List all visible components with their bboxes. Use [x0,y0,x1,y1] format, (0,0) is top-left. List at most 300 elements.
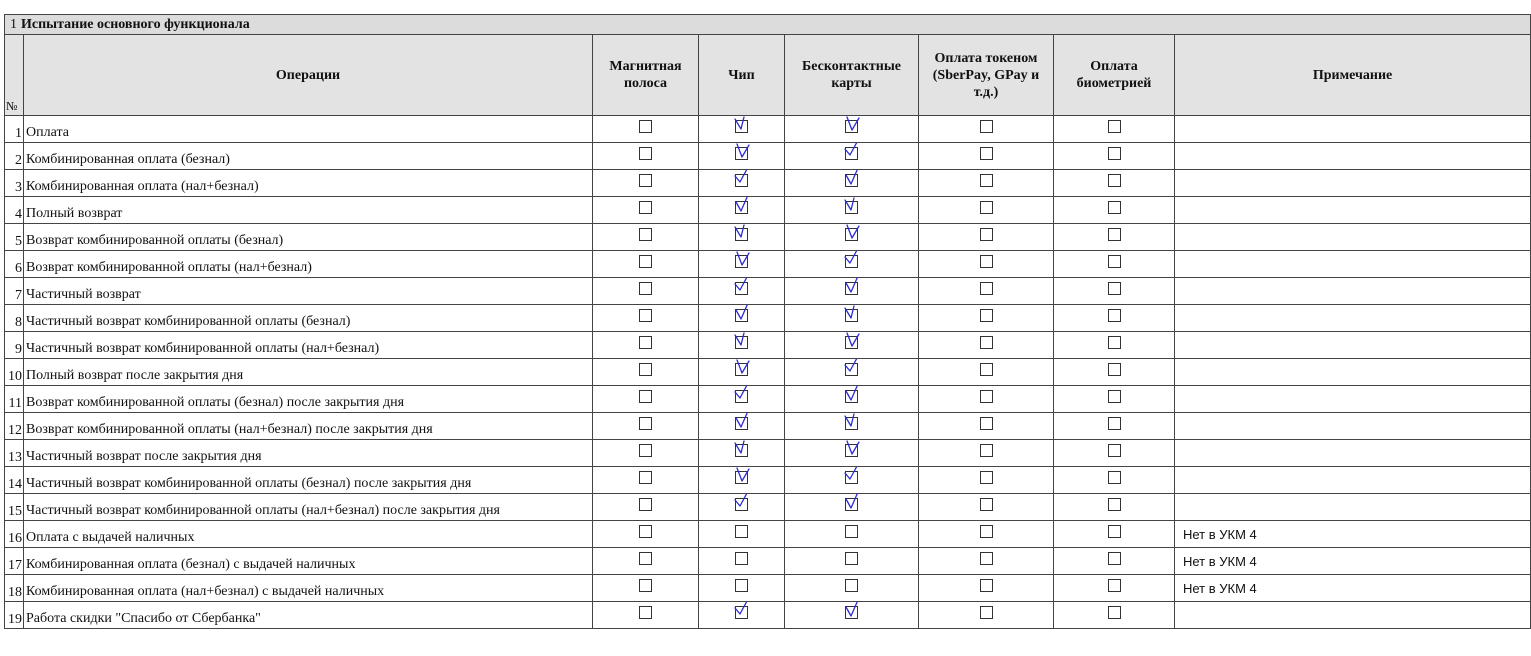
cell-chip [699,170,785,197]
operation-name: Частичный возврат комбинированной оплаты (безнал) после закрытия дня [24,467,593,494]
magnetic-checkbox[interactable] [639,201,652,214]
contactless-checkbox[interactable] [845,174,858,187]
handwritten-check-icon [734,143,750,161]
biometric-checkbox[interactable] [1108,444,1121,457]
chip-checkbox[interactable] [735,147,748,160]
cell-contactless [785,494,919,521]
table-row [5,197,1531,224]
cell-chip [699,440,785,467]
cell-magnetic [593,278,699,305]
cell-contactless [785,575,919,602]
cell-biometric [1054,143,1175,170]
operation-name: Возврат комбинированной оплаты (безнал) [24,224,593,251]
cell-chip [699,521,785,548]
cell-chip [699,602,785,629]
biometric-checkbox[interactable] [1108,498,1121,511]
header-biometric: Оплата биометрией [1054,35,1175,116]
magnetic-checkbox[interactable] [639,363,652,376]
header-magnetic: Магнитная полоса [593,35,699,116]
handwritten-check-icon [734,440,750,458]
note-cell [1175,467,1531,494]
contactless-checkbox[interactable] [845,525,858,538]
cell-magnetic [593,197,699,224]
chip-checkbox[interactable] [735,417,748,430]
note-cell [1175,386,1531,413]
contactless-checkbox[interactable] [845,606,858,619]
contactless-checkbox[interactable] [845,255,858,268]
table-row [5,386,1531,413]
cell-biometric [1054,332,1175,359]
biometric-checkbox[interactable] [1108,228,1121,241]
header-contactless: Бесконтактные карты [785,35,919,116]
contactless-checkbox[interactable] [845,552,858,565]
cell-magnetic [593,359,699,386]
cell-contactless [785,197,919,224]
cell-chip [699,305,785,332]
section-number: 1 [10,16,17,32]
magnetic-checkbox[interactable] [639,498,652,511]
handwritten-check-icon [844,494,860,512]
operation-name: Частичный возврат комбинированной оплаты (безнал) [24,305,593,332]
note-cell [1175,224,1531,251]
biometric-checkbox[interactable] [1108,363,1121,376]
operation-name: Оплата с выдачей наличных [24,521,593,548]
row-number: 13 [5,440,24,467]
token-checkbox[interactable] [980,579,993,592]
handwritten-check-icon [734,467,750,485]
row-number: 7 [5,278,24,305]
handwritten-check-icon [844,143,860,161]
cell-biometric [1054,224,1175,251]
contactless-checkbox[interactable] [845,498,858,511]
table-row [5,116,1531,143]
handwritten-check-icon [734,116,750,134]
cell-magnetic [593,521,699,548]
cell-chip [699,251,785,278]
section-title: Испытание основного функционала [21,16,250,32]
cell-token [919,197,1054,224]
cell-biometric [1054,197,1175,224]
chip-checkbox[interactable] [735,363,748,376]
cell-magnetic [593,332,699,359]
handwritten-check-icon [844,197,860,215]
contactless-checkbox[interactable] [845,147,858,160]
cell-token [919,251,1054,278]
handwritten-check-icon [844,332,860,350]
cell-biometric [1054,359,1175,386]
cell-biometric [1054,278,1175,305]
cell-magnetic [593,386,699,413]
row-number: 6 [5,251,24,278]
token-checkbox[interactable] [980,525,993,538]
row-number: 12 [5,413,24,440]
handwritten-check-icon [734,170,750,188]
biometric-checkbox[interactable] [1108,174,1121,187]
operation-name: Комбинированная оплата (безнал) [24,143,593,170]
biometric-checkbox[interactable] [1108,309,1121,322]
handwritten-check-icon [734,305,750,323]
biometric-checkbox[interactable] [1108,471,1121,484]
chip-checkbox[interactable] [735,120,748,133]
note-cell [1175,278,1531,305]
biometric-checkbox[interactable] [1108,336,1121,349]
token-checkbox[interactable] [980,444,993,457]
contactless-checkbox[interactable] [845,390,858,403]
chip-checkbox[interactable] [735,498,748,511]
cell-contactless [785,413,919,440]
cell-token [919,548,1054,575]
handwritten-check-icon [844,251,860,269]
handwritten-check-icon [844,170,860,188]
token-checkbox[interactable] [980,606,993,619]
handwritten-check-icon [734,224,750,242]
chip-checkbox[interactable] [735,606,748,619]
magnetic-checkbox[interactable] [639,552,652,565]
note-cell [1175,116,1531,143]
row-number: 14 [5,467,24,494]
cell-token [919,602,1054,629]
chip-checkbox[interactable] [735,228,748,241]
note-cell [1175,413,1531,440]
table-row [5,170,1531,197]
contactless-checkbox[interactable] [845,309,858,322]
cell-token [919,278,1054,305]
operation-name: Возврат комбинированной оплаты (нал+безнал) [24,251,593,278]
cell-biometric [1054,467,1175,494]
token-checkbox[interactable] [980,255,993,268]
biometric-checkbox[interactable] [1108,147,1121,160]
row-number: 17 [5,548,24,575]
note-cell: Нет в УКМ 4 [1175,548,1531,575]
column-header-row [5,35,1531,116]
operation-name: Частичный возврат после закрытия дня [24,440,593,467]
cell-contactless [785,305,919,332]
cell-token [919,170,1054,197]
handwritten-check-icon [734,278,750,296]
note-cell [1175,251,1531,278]
token-checkbox[interactable] [980,201,993,214]
header-operation: Операции [24,35,593,116]
biometric-checkbox[interactable] [1108,120,1121,133]
biometric-checkbox[interactable] [1108,282,1121,295]
table-row [5,440,1531,467]
cell-chip [699,116,785,143]
handwritten-check-icon [734,251,750,269]
cell-biometric [1054,440,1175,467]
cell-biometric [1054,251,1175,278]
cell-chip [699,359,785,386]
table-row [5,278,1531,305]
biometric-checkbox[interactable] [1108,201,1121,214]
handwritten-check-icon [734,494,750,512]
magnetic-checkbox[interactable] [639,147,652,160]
table-row [5,251,1531,278]
cell-contactless [785,467,919,494]
cell-chip [699,413,785,440]
chip-checkbox[interactable] [735,255,748,268]
contactless-checkbox[interactable] [845,579,858,592]
cell-token [919,224,1054,251]
row-number: 1 [5,116,24,143]
row-number: 4 [5,197,24,224]
cell-token [919,386,1054,413]
table-row [5,224,1531,251]
token-checkbox[interactable] [980,282,993,295]
cell-chip [699,143,785,170]
cell-biometric [1054,386,1175,413]
cell-contactless [785,224,919,251]
cell-token [919,494,1054,521]
operation-name: Частичный возврат комбинированной оплаты (нал+безнал) после закрытия дня [24,494,593,521]
magnetic-checkbox[interactable] [639,282,652,295]
chip-checkbox[interactable] [735,471,748,484]
cell-magnetic [593,413,699,440]
chip-checkbox[interactable] [735,525,748,538]
table-row [5,548,1531,575]
handwritten-check-icon [734,386,750,404]
magnetic-checkbox[interactable] [639,471,652,484]
cell-contactless [785,170,919,197]
cell-biometric [1054,602,1175,629]
note-cell [1175,602,1531,629]
row-number: 9 [5,332,24,359]
operation-name: Полный возврат [24,197,593,224]
token-checkbox[interactable] [980,336,993,349]
token-checkbox[interactable] [980,147,993,160]
biometric-checkbox[interactable] [1108,390,1121,403]
biometric-checkbox[interactable] [1108,606,1121,619]
magnetic-checkbox[interactable] [639,444,652,457]
cell-magnetic [593,494,699,521]
handwritten-check-icon [844,278,860,296]
table-row [5,494,1531,521]
cell-biometric [1054,116,1175,143]
operation-name: Возврат комбинированной оплаты (безнал) после закрытия дня [24,386,593,413]
cell-magnetic [593,440,699,467]
operation-name: Частичный возврат комбинированной оплаты (нал+безнал) [24,332,593,359]
cell-token [919,359,1054,386]
cell-biometric [1054,170,1175,197]
table-row [5,359,1531,386]
section-title-cell [5,15,1531,35]
row-number: 11 [5,386,24,413]
magnetic-checkbox[interactable] [639,309,652,322]
cell-contactless [785,143,919,170]
cell-biometric [1054,548,1175,575]
row-number: 16 [5,521,24,548]
table-row [5,521,1531,548]
contactless-checkbox[interactable] [845,336,858,349]
operation-name: Комбинированная оплата (безнал) с выдачей наличных [24,548,593,575]
header-chip: Чип [699,35,785,116]
section-title-row [5,15,1531,35]
cell-token [919,143,1054,170]
biometric-checkbox[interactable] [1108,525,1121,538]
row-number: 10 [5,359,24,386]
token-checkbox[interactable] [980,417,993,430]
token-checkbox[interactable] [980,498,993,511]
contactless-checkbox[interactable] [845,444,858,457]
token-checkbox[interactable] [980,228,993,241]
note-cell [1175,305,1531,332]
cell-token [919,332,1054,359]
magnetic-checkbox[interactable] [639,606,652,619]
cell-chip [699,467,785,494]
test-protocol-sheet [4,14,1530,629]
header-note: Примечание [1175,35,1531,116]
contactless-checkbox[interactable] [845,363,858,376]
cell-token [919,575,1054,602]
magnetic-checkbox[interactable] [639,390,652,403]
row-number: 19 [5,602,24,629]
functional-test-table [4,14,1531,629]
cell-contactless [785,548,919,575]
table-row [5,602,1531,629]
cell-contactless [785,278,919,305]
note-cell [1175,332,1531,359]
operation-name: Работа скидки "Спасибо от Сбербанка" [24,602,593,629]
cell-biometric [1054,575,1175,602]
chip-checkbox[interactable] [735,579,748,592]
row-number: 5 [5,224,24,251]
cell-magnetic [593,548,699,575]
chip-checkbox[interactable] [735,336,748,349]
table-row [5,467,1531,494]
cell-chip [699,332,785,359]
token-checkbox[interactable] [980,363,993,376]
cell-token [919,305,1054,332]
handwritten-check-icon [844,413,860,431]
magnetic-checkbox[interactable] [639,255,652,268]
cell-chip [699,548,785,575]
cell-token [919,440,1054,467]
table-row [5,413,1531,440]
cell-contactless [785,359,919,386]
chip-checkbox[interactable] [735,282,748,295]
row-number: 15 [5,494,24,521]
biometric-checkbox[interactable] [1108,417,1121,430]
operations-body [5,116,1531,629]
table-row [5,332,1531,359]
biometric-checkbox[interactable] [1108,579,1121,592]
cell-token [919,467,1054,494]
cell-token [919,116,1054,143]
cell-biometric [1054,521,1175,548]
cell-magnetic [593,224,699,251]
note-cell [1175,170,1531,197]
note-cell [1175,197,1531,224]
handwritten-check-icon [734,332,750,350]
handwritten-check-icon [844,359,860,377]
header-token: Оплата токеном (SberPay, GPay и т.д.) [919,35,1054,116]
token-checkbox[interactable] [980,552,993,565]
cell-biometric [1054,413,1175,440]
cell-chip [699,575,785,602]
magnetic-checkbox[interactable] [639,579,652,592]
cell-magnetic [593,116,699,143]
contactless-checkbox[interactable] [845,417,858,430]
handwritten-check-icon [734,602,750,620]
table-row [5,305,1531,332]
cell-magnetic [593,305,699,332]
token-checkbox[interactable] [980,120,993,133]
row-number: 18 [5,575,24,602]
magnetic-checkbox[interactable] [639,228,652,241]
cell-biometric [1054,305,1175,332]
note-cell [1175,359,1531,386]
operation-name: Комбинированная оплата (нал+безнал) с выдачей наличных [24,575,593,602]
handwritten-check-icon [844,602,860,620]
cell-biometric [1054,494,1175,521]
cell-token [919,521,1054,548]
chip-checkbox[interactable] [735,174,748,187]
chip-checkbox[interactable] [735,390,748,403]
contactless-checkbox[interactable] [845,282,858,295]
magnetic-checkbox[interactable] [639,336,652,349]
cell-contactless [785,440,919,467]
cell-token [919,413,1054,440]
contactless-checkbox[interactable] [845,471,858,484]
cell-contactless [785,521,919,548]
cell-magnetic [593,251,699,278]
token-checkbox[interactable] [980,471,993,484]
biometric-checkbox[interactable] [1108,255,1121,268]
cell-magnetic [593,575,699,602]
cell-chip [699,494,785,521]
note-cell: Нет в УКМ 4 [1175,521,1531,548]
biometric-checkbox[interactable] [1108,552,1121,565]
cell-magnetic [593,170,699,197]
handwritten-check-icon [734,359,750,377]
cell-contactless [785,251,919,278]
chip-checkbox[interactable] [735,444,748,457]
chip-checkbox[interactable] [735,552,748,565]
cell-magnetic [593,467,699,494]
handwritten-check-icon [844,116,860,134]
table-row [5,143,1531,170]
header-no: № [5,35,24,116]
note-cell [1175,143,1531,170]
operation-name: Оплата [24,116,593,143]
operation-name: Комбинированная оплата (нал+безнал) [24,170,593,197]
note-cell [1175,494,1531,521]
operation-name: Возврат комбинированной оплаты (нал+безнал) после закрытия дня [24,413,593,440]
token-checkbox[interactable] [980,309,993,322]
handwritten-check-icon [844,224,860,242]
row-number: 2 [5,143,24,170]
chip-checkbox[interactable] [735,201,748,214]
chip-checkbox[interactable] [735,309,748,322]
magnetic-checkbox[interactable] [639,120,652,133]
token-checkbox[interactable] [980,174,993,187]
cell-magnetic [593,143,699,170]
cell-chip [699,386,785,413]
operation-name: Частичный возврат [24,278,593,305]
contactless-checkbox[interactable] [845,201,858,214]
contactless-checkbox[interactable] [845,120,858,133]
cell-chip [699,224,785,251]
token-checkbox[interactable] [980,390,993,403]
contactless-checkbox[interactable] [845,228,858,241]
cell-chip [699,278,785,305]
cell-chip [699,197,785,224]
magnetic-checkbox[interactable] [639,525,652,538]
cell-magnetic [593,602,699,629]
magnetic-checkbox[interactable] [639,174,652,187]
magnetic-checkbox[interactable] [639,417,652,430]
row-number: 3 [5,170,24,197]
handwritten-check-icon [734,413,750,431]
